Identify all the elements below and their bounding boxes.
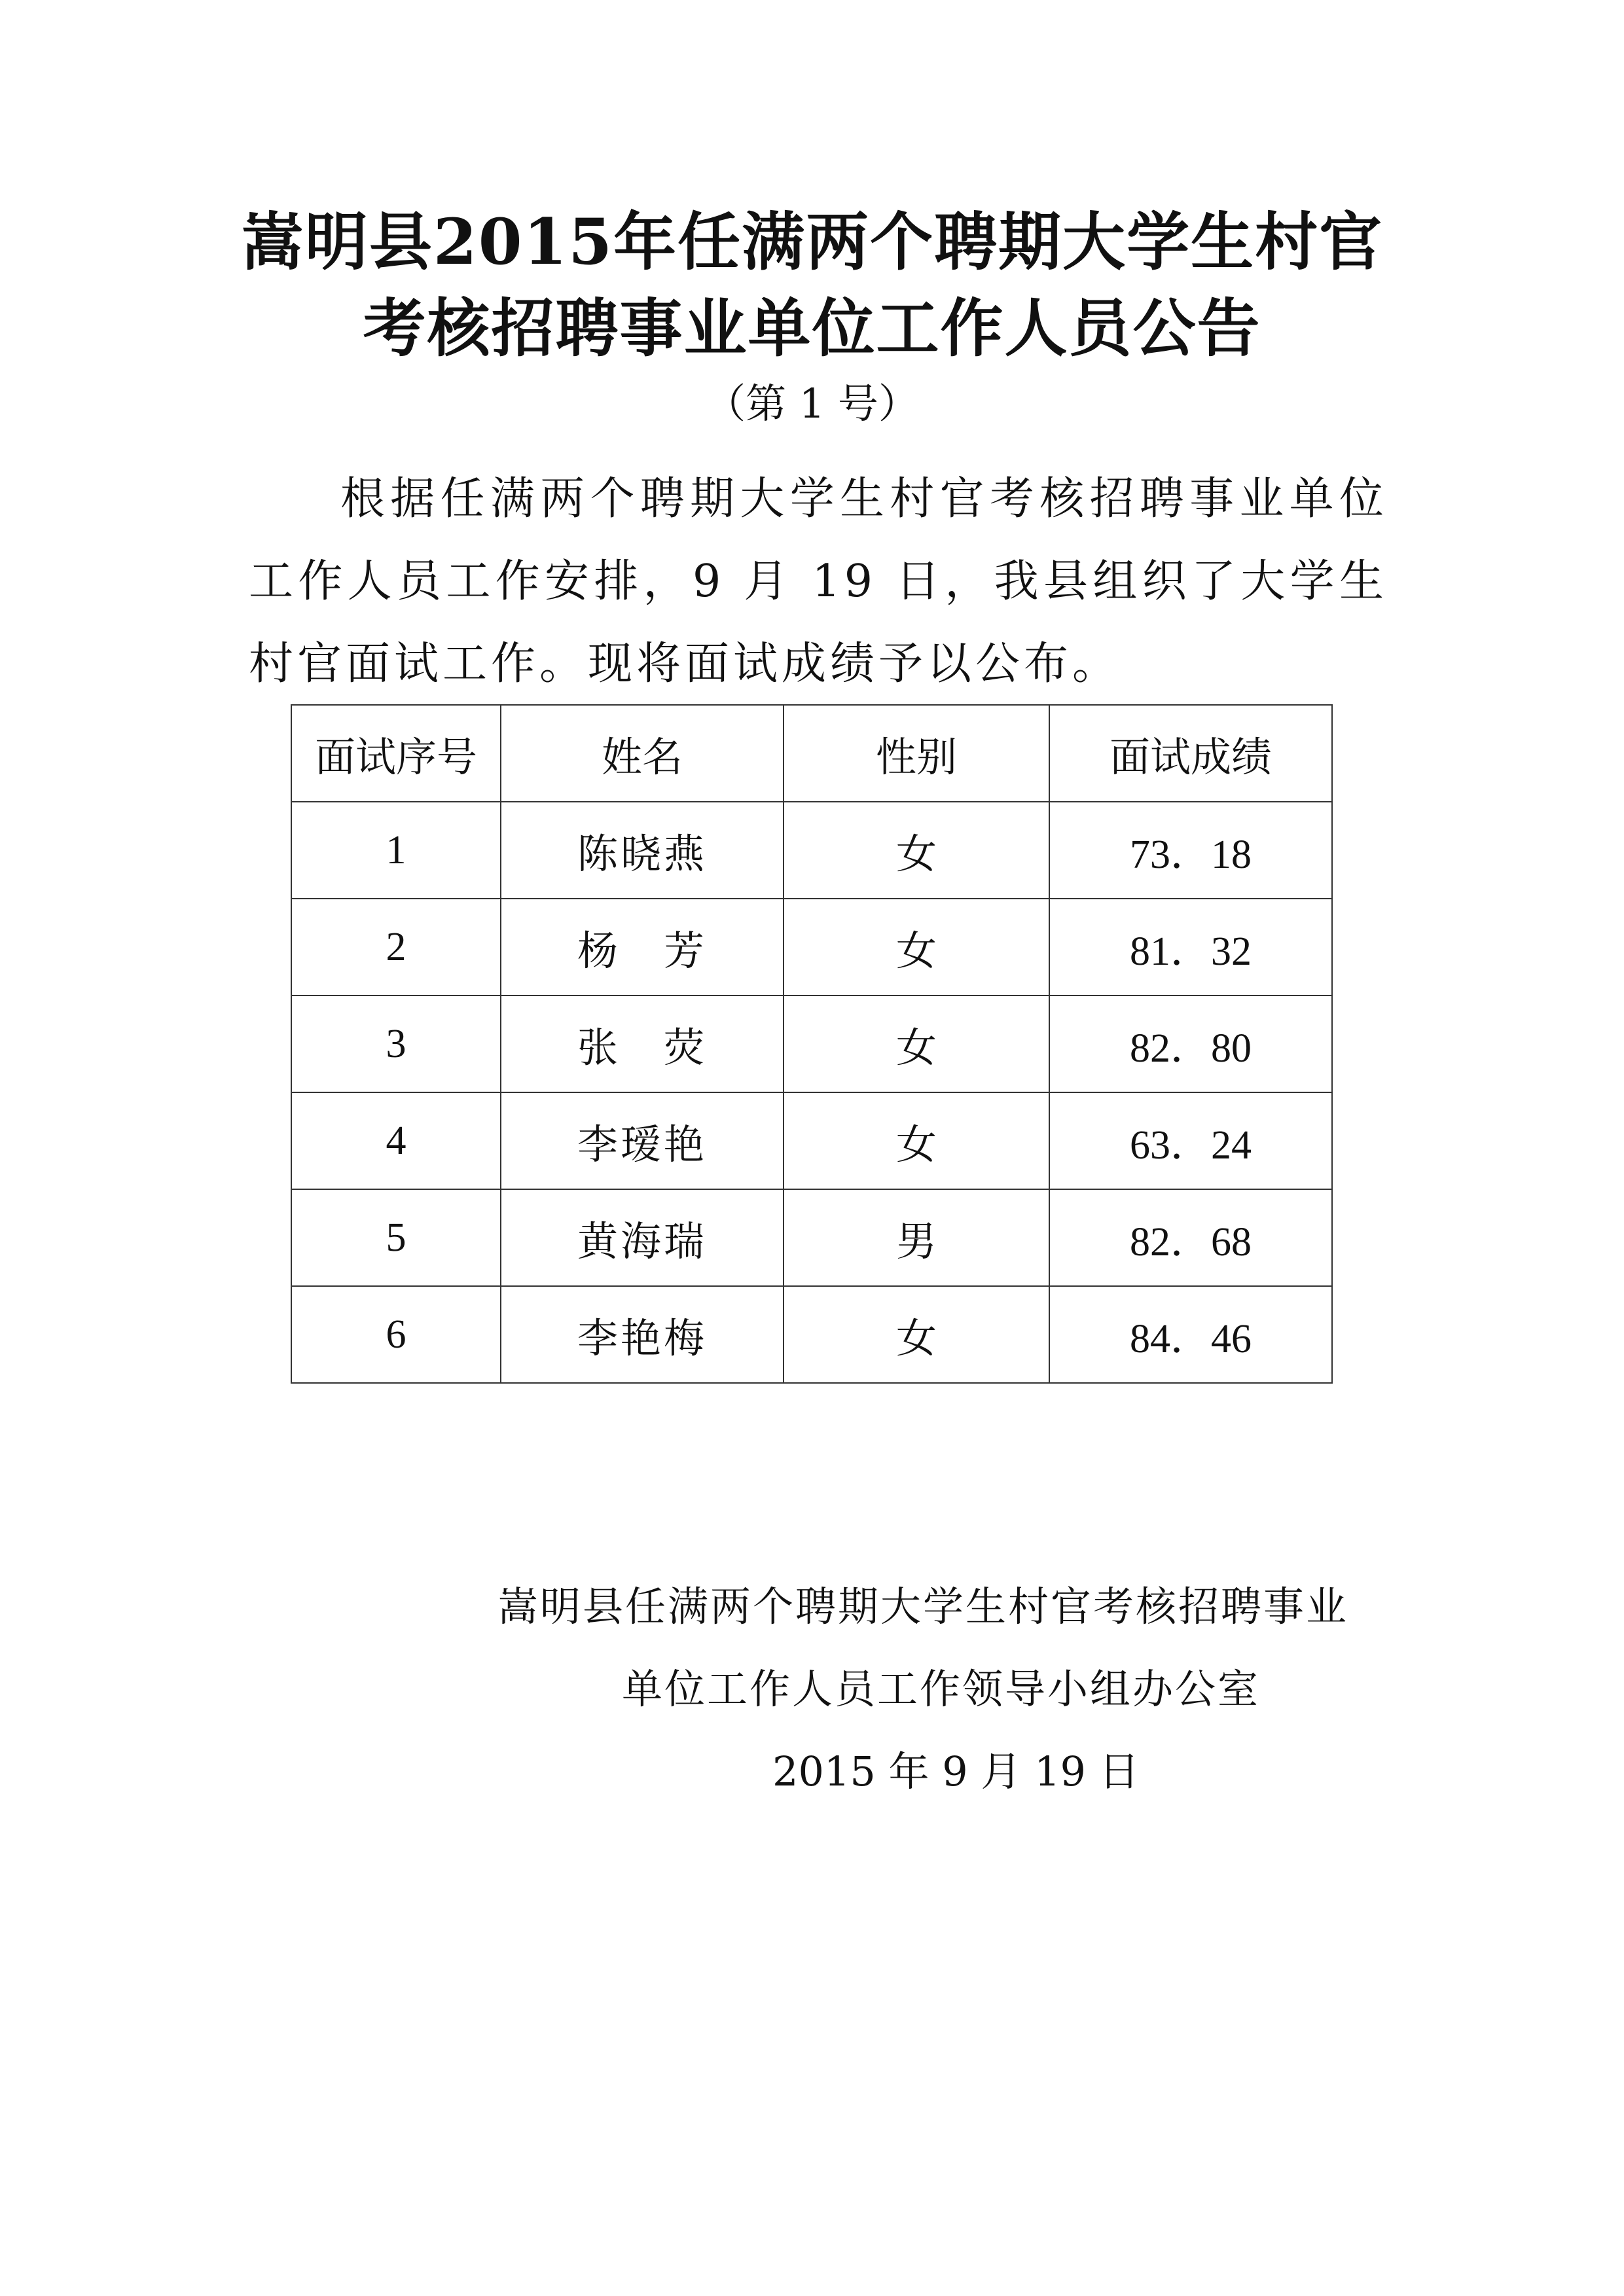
signature-date: 2015 年 9 月 19 日	[772, 1748, 1140, 1795]
row-number: 6	[291, 1286, 501, 1383]
interview-score-table	[291, 704, 1333, 1384]
row-score: 63．24	[1049, 1092, 1332, 1189]
row-name: 陈晓燕	[501, 802, 784, 899]
header-score: 面试成绩	[1049, 705, 1332, 802]
header-interview-number: 面试序号	[291, 705, 501, 802]
table-header-row	[291, 705, 1332, 802]
row-score: 73．18	[1049, 802, 1332, 899]
row-name: 李艳梅	[501, 1286, 784, 1383]
row-gender: 女	[784, 899, 1049, 996]
table-row	[291, 1286, 1332, 1383]
row-score: 84．46	[1049, 1286, 1332, 1383]
body-paragraph: 根据任满两个聘期大学生村官考核招聘事业单位工作人员工作安排，9 月 19 日，我县组织了大学生村官面试工作。现将面试成绩予以公布。	[249, 473, 1388, 690]
row-gender: 女	[784, 802, 1049, 899]
row-score: 82．80	[1049, 996, 1332, 1092]
row-number: 1	[291, 802, 501, 899]
header-name: 姓名	[501, 705, 784, 802]
row-gender: 女	[784, 1092, 1049, 1189]
row-gender: 女	[784, 1286, 1049, 1383]
row-gender: 男	[784, 1189, 1049, 1286]
signature-organization-line-2: 单位工作人员工作领导小组办公室	[622, 1665, 1261, 1713]
table-row	[291, 1092, 1332, 1189]
table-row	[291, 802, 1332, 899]
title-line-1: 嵩明县2015年任满两个聘期大学生村官	[240, 205, 1384, 279]
row-number: 3	[291, 996, 501, 1092]
table-row	[291, 1189, 1332, 1286]
row-score: 81．32	[1049, 899, 1332, 996]
row-number: 2	[291, 899, 501, 996]
row-gender: 女	[784, 996, 1049, 1092]
row-name: 黄海瑞	[501, 1189, 784, 1286]
table-row	[291, 996, 1332, 1092]
document-number: （第 1 号）	[705, 380, 919, 427]
row-name: 杨 芳	[501, 899, 784, 996]
header-gender: 性别	[784, 705, 1049, 802]
row-score: 82．68	[1049, 1189, 1332, 1286]
title-line-2: 考核招聘事业单位工作人员公告	[363, 291, 1261, 365]
table-row	[291, 899, 1332, 996]
row-number: 4	[291, 1092, 501, 1189]
row-name: 张 荧	[501, 996, 784, 1092]
signature-organization-line-1: 嵩明县任满两个聘期大学生村官考核招聘事业	[497, 1583, 1349, 1630]
row-number: 5	[291, 1189, 501, 1286]
row-name: 李瑷艳	[501, 1092, 784, 1189]
